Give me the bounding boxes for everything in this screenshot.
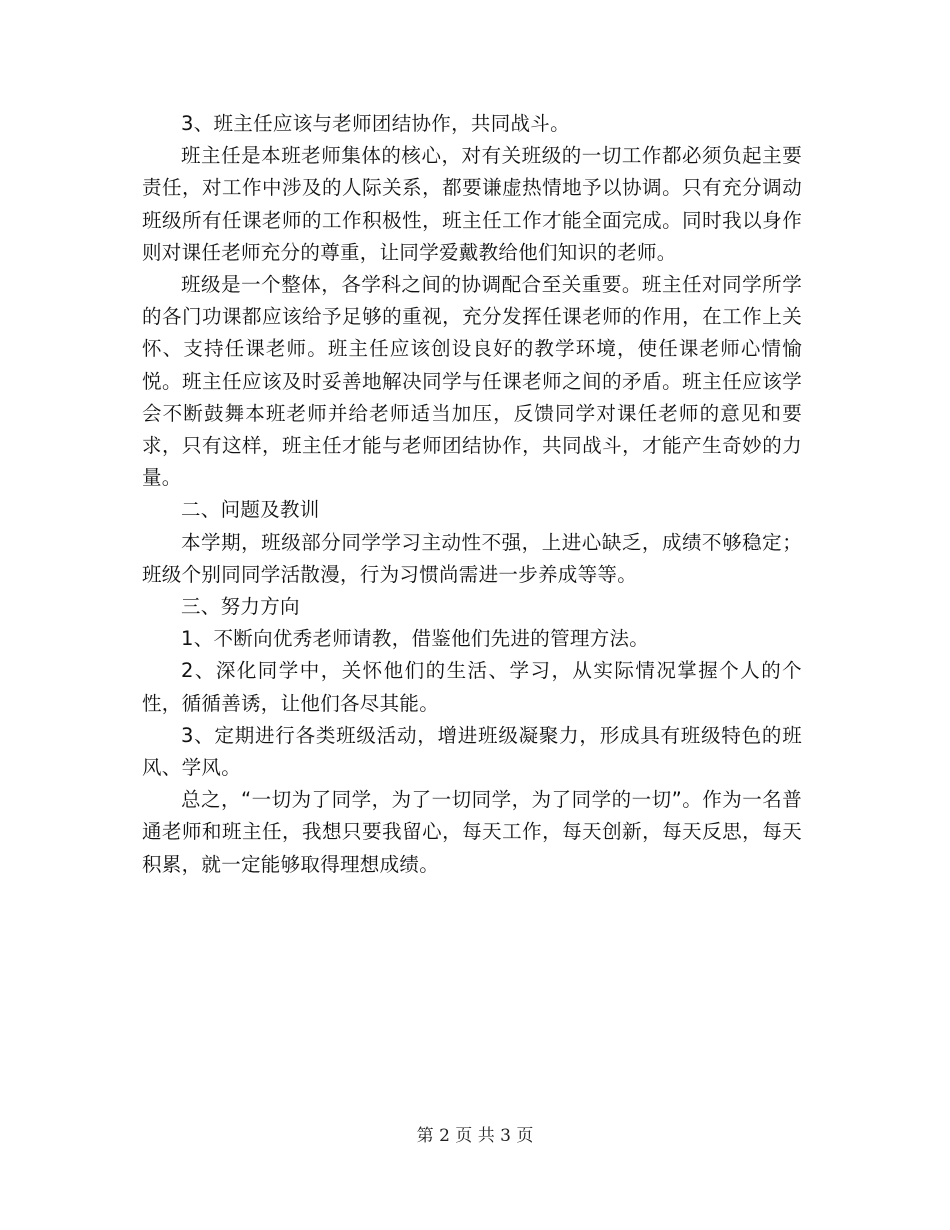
paragraph-class-as-whole: 班级是一个整体，各学科之间的协调配合至关重要。班主任对同学所学的各门功课都应该给予足够的重视，充分发挥任课老师的作用，在工作上关怀、支持任课老师。班主任应该创设良好的教学环境，使任课老师心情愉悦。班主任应该及时妥善地解决同学与任课老师之间的矛盾。班主任应该学会不断鼓舞本班老师并给老师适当加压，反馈同学对课任老师的意见和要求，只有这样，班主任才能与老师团结协作，共同战斗，才能产生奇妙的力量。 (142, 273, 802, 490)
paragraph-conclusion: 总之，“一切为了同学，为了一切同学，为了同学的一切”。作为一名普通老师和班主任，我想只要我留心，每天工作，每天创新，每天反思，每天积累，就一定能够取得理想成绩。 (142, 788, 802, 876)
list-item-1: 1、不断向优秀老师请教，借鉴他们先进的管理方法。 (181, 627, 650, 651)
page-number-footer: 第 2 页 共 3 页 (416, 1126, 534, 1146)
list-item-3: 3、定期进行各类班级活动，增进班级凝聚力，形成具有班级特色的班风、学风。 (142, 723, 802, 780)
paragraph-class-teacher-core: 班主任是本班老师集体的核心，对有关班级的一切工作都必须负起主要责任，对工作中涉及的人际关系，都要谦虚热情地予以协调。只有充分调动班级所有任课老师的工作积极性，班主任工作才能全面完成。同时我以身作则对课任老师充分的尊重，让同学爱戴教给他们知识的老师。 (142, 144, 802, 264)
section-heading-problems-lessons: 二、问题及教训 (181, 498, 320, 522)
document-body (142, 108, 802, 881)
paragraph-semester-problems: 本学期，班级部分同学学习主动性不强，上进心缺乏，成绩不够稳定；班级个别同同学活散漫，行为习惯尚需进一步养成等等。 (142, 530, 802, 586)
section-heading-effort-direction: 三、努力方向 (181, 595, 300, 619)
list-item-2: 2、深化同学中，关怀他们的生活、学习，从实际情况掌握个人的个性，循循善诱，让他们各尽其能。 (142, 659, 802, 715)
paragraph-point-3-teacher-cooperation: 3、班主任应该与老师团结协作，共同战斗。 (181, 112, 570, 135)
